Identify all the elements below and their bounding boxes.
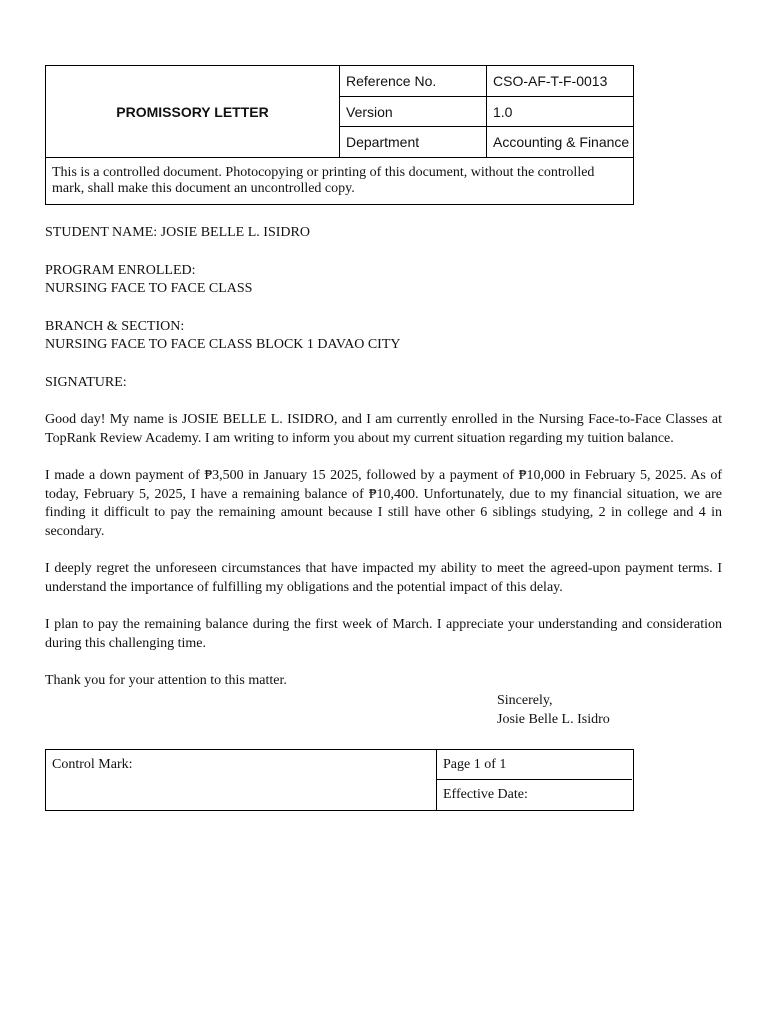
program-value: NURSING FACE TO FACE CLASS [45, 281, 253, 296]
document-footer-table [45, 749, 634, 811]
version-value: 1.0 [487, 97, 633, 127]
closing-salutation: Sincerely, [497, 693, 553, 708]
letter-body [45, 224, 722, 691]
department-value: Accounting & Finance [493, 134, 630, 150]
signatory-name: Josie Belle L. Isidro [497, 711, 610, 727]
student-name-line: STUDENT NAME: JOSIE BELLE L. ISIDRO [45, 225, 310, 240]
letter-paragraph-payments: I made a down payment of ₱3,500 in January 15 2025, followed by a payment of ₱10,000 in February 5, 2025. As of today, February 5, 2025, I have a remaining balance of ₱10,400. Unfortunately, due to my financial situation, we are finding it difficult to pay the remaining amount because I still have other 6 siblings studying, 2 in college and 4 in secondary. [45, 468, 722, 539]
effective-date-label: Effective Date: [443, 787, 528, 802]
document-title: PROMISSORY LETTER [46, 66, 340, 157]
document-header-table [45, 65, 634, 205]
control-mark-label: Control Mark: [46, 750, 437, 810]
letter-paragraph-plan: I plan to pay the remaining balance during the first week of March. I appreciate your understanding and consideration during this challenging time. [45, 617, 722, 651]
controlled-document-notice: This is a controlled document. Photocopying or printing of this document, without the controlled mark, shall make this document an uncontrolled copy. [46, 157, 633, 204]
letter-closing [497, 692, 610, 729]
letter-paragraph-intro: Good day! My name is JOSIE BELLE L. ISIDRO, and I am currently enrolled in the Nursing Face-to-Face Classes at TopRank Review Academy. I am writing to inform you about my current situation regarding my tuition balance. [45, 412, 722, 446]
branch-value: NURSING FACE TO FACE CLASS BLOCK 1 DAVAO CITY [45, 337, 401, 352]
signature-label: SIGNATURE: [45, 374, 127, 390]
program-label: PROGRAM ENROLLED: [45, 262, 196, 278]
version-label: Version [340, 97, 487, 127]
letter-paragraph-regret: I deeply regret the unforeseen circumstances that have impacted my ability to meet the agreed-upon payment terms. I understand the importance of fulfilling my obligations and the potential impact of this delay. [45, 561, 722, 595]
letter-paragraph-thanks: Thank you for your attention to this matter. [45, 673, 287, 688]
reference-no-value: CSO-AF-T-F-0013 [487, 66, 633, 97]
branch-label: BRANCH & SECTION: [45, 318, 185, 334]
page-info: Page 1 of 1 [437, 750, 632, 780]
department-label: Department [340, 127, 487, 157]
reference-no-label: Reference No. [340, 66, 487, 97]
